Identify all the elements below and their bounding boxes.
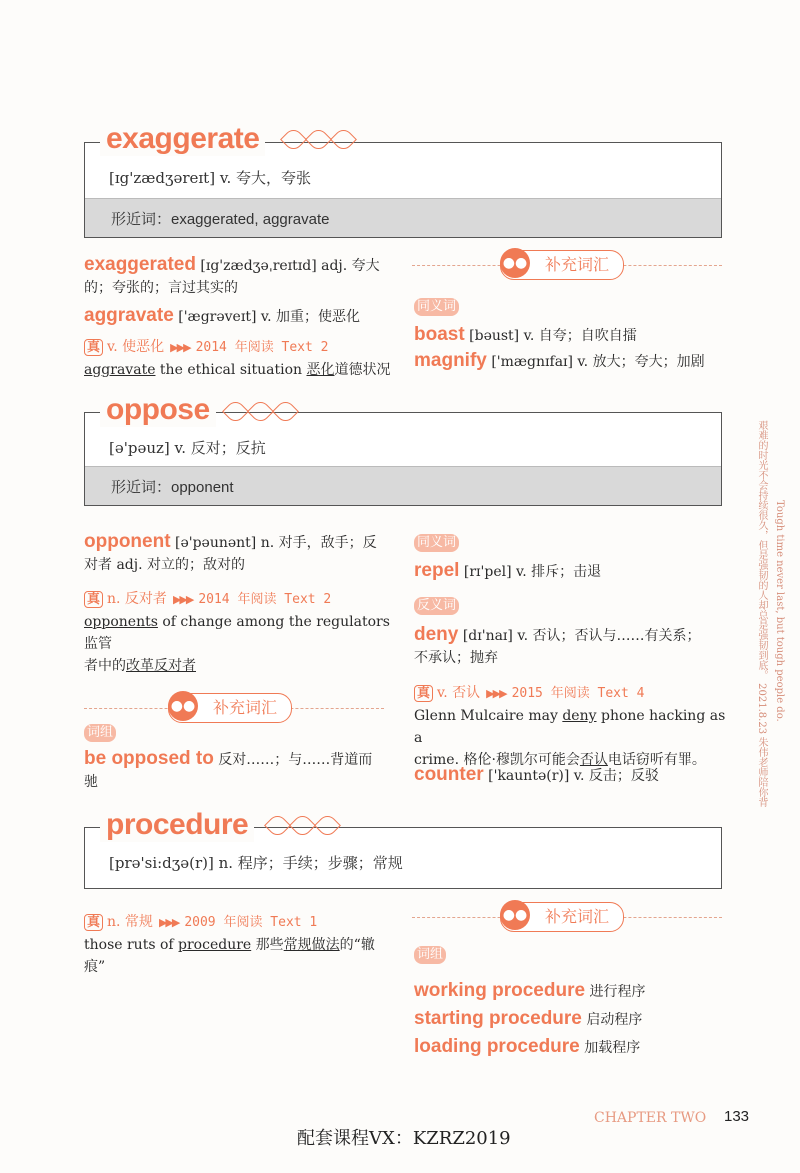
exam-example: 真 v. 使恶化 ▶▶▶ 2014 年阅读 Text 2 aggravate the ethical situation 恶化道德状况 — [84, 339, 391, 378]
watermark: 配套课程VX：KZRZ2019 — [297, 1128, 511, 1149]
supplementary-header: 补充词汇 ●● — [412, 902, 722, 932]
owl-icon: ●● — [500, 900, 530, 930]
chapter-label: CHAPTER TWO — [594, 1110, 707, 1126]
entry-box-exaggerate — [84, 142, 722, 238]
tag-synonym: 同义词 — [414, 298, 459, 316]
star-rating-icon — [220, 406, 295, 429]
tag-synonym: 同义词 — [414, 534, 459, 552]
exam-example: 真 n. 常规 ▶▶▶ 2009 年阅读 Text 1 those ruts of procedure 那些常规做法的“辙 痕” — [84, 914, 375, 975]
exam-badge: 真 — [84, 339, 103, 356]
tag-phrase: 词组 — [84, 724, 116, 742]
phonetic: [ɪg'zædʒəreɪt] v. 夸大，夸张 — [109, 169, 312, 187]
similar-words-band — [85, 198, 721, 237]
owl-icon: ●● — [168, 691, 198, 721]
phrase-starting-procedure: starting procedure 启动程序 — [414, 1008, 643, 1029]
arrow-icon: ▶▶▶ — [170, 341, 190, 354]
supplementary-header: 补充词汇 ●● — [84, 693, 384, 723]
phrase-loading-procedure: loading procedure 加载程序 — [414, 1036, 641, 1057]
sidebar-quote: 艰难的时光不会持续很久，但是强韧的人却总是强韧到底。 2021.8.23 朱伟老师陪你背 Tough time never last, but tough people do. — [756, 420, 785, 808]
exam-example: 真 v. 否认 ▶▶▶ 2015 年阅读 Text 4 Glenn Mulcaire may deny phone hacking as a crime. 格伦·穆凯尔可能会否认电话窃听有罪。 — [414, 685, 726, 768]
arrow-icon: ▶▶▶ — [172, 593, 193, 606]
similar-words: 形近词：opponent — [111, 479, 234, 496]
word-entry-magnify: magnify ['mægnɪfaɪ] v. 放大；夸大；加剧 — [414, 350, 705, 371]
owl-icon: ●● — [500, 248, 530, 278]
headword: procedure — [100, 808, 254, 842]
arrow-icon: ▶▶▶ — [486, 687, 506, 700]
word-entry-counter: counter ['kauntə(r)] v. 反击；反驳 — [414, 764, 659, 785]
arrow-icon: ▶▶▶ — [158, 916, 179, 929]
exam-badge: 真 — [84, 914, 103, 931]
word-entry-repel: repel [rɪ'pel] v. 排斥；击退 — [414, 560, 602, 581]
word-entry-opponent: opponent [ə'pəunənt] n. 对手，敌手；反 对者 adj. 对立的；敌对的 — [84, 531, 377, 573]
word-entry-aggravate: aggravate ['ægrəveɪt] v. 加重；使恶化 — [84, 305, 361, 326]
word-entry-deny: deny [dɪ'naɪ] v. 否认；否认与……有关系； 不承认；抛弃 — [414, 624, 701, 666]
headword: oppose — [100, 393, 216, 427]
star-rating-icon — [262, 820, 337, 843]
similar-words-band — [85, 466, 721, 505]
phrase-be-opposed-to: be opposed to 反对……；与……背道而 驰 — [84, 748, 373, 790]
exam-example: 真 n. 反对者 ▶▶▶ 2014 年阅读 Text 2 opponents of change among the regulators 监管 者中的改革反对者 — [84, 591, 390, 674]
headword: exaggerate — [100, 122, 265, 156]
word-entry-exaggerated: exaggerated [ɪg'zædʒəˌreɪtɪd] adj. 夸大 的；夸张的；言过其实的 — [84, 254, 380, 296]
tag-phrase: 词组 — [414, 946, 446, 964]
word-entry-boast: boast [bəust] v. 自夸；自吹自擂 — [414, 324, 637, 345]
exam-badge: 真 — [84, 591, 103, 608]
phonetic: [ə'pəuz] v. 反对；反抗 — [109, 439, 266, 457]
phonetic: [prə'si:dʒə(r)] n. 程序；手续；步骤；常规 — [109, 854, 403, 872]
tag-antonym: 反义词 — [414, 597, 459, 615]
page-number: 133 — [724, 1108, 750, 1125]
similar-words: 形近词：exaggerated, aggravate — [111, 211, 330, 228]
star-rating-icon — [278, 134, 353, 157]
phrase-working-procedure: working procedure 进行程序 — [414, 980, 646, 1001]
exam-badge: 真 — [414, 685, 433, 702]
supplementary-header: 补充词汇 ●● — [412, 250, 722, 280]
